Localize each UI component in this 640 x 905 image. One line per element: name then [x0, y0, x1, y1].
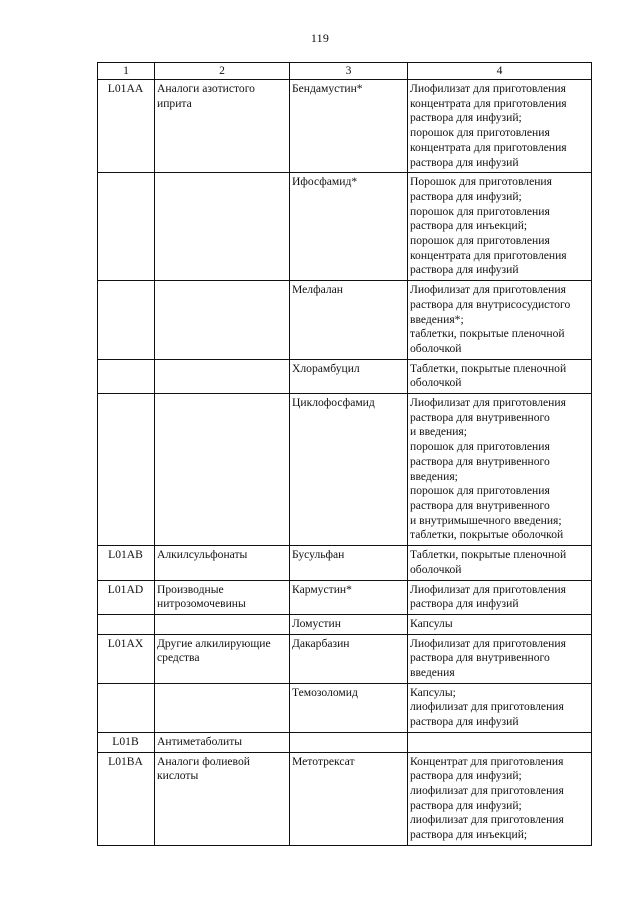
atc-code-cell: L01AA: [98, 80, 155, 173]
dosage-form-line: раствора для инфузий: [410, 597, 519, 611]
group-name-line: Антиметаболиты: [157, 734, 243, 748]
atc-code-cell: L01AX: [98, 634, 155, 683]
group-name-cell: [155, 732, 290, 752]
dosage-forms-cell: [408, 752, 592, 845]
dosage-form-line: Таблетки, покрытые пленочной: [410, 548, 567, 562]
table-row: [98, 580, 592, 614]
table-row: [98, 683, 592, 732]
group-name-cell: [155, 281, 290, 360]
dosage-form-line: введения;: [410, 469, 458, 483]
dosage-form-line: и введения;: [410, 425, 467, 439]
dosage-form-line: раствора для инфузий: [410, 155, 519, 169]
drug-name-cell: Хлорамбуцил: [290, 359, 408, 393]
atc-code-cell: L01BA: [98, 752, 155, 845]
dosage-form-line: концентрата для приготовления: [410, 248, 567, 262]
dosage-form-line: лиофилизат для приготовления: [410, 700, 564, 714]
dosage-form-line: порошок для приготовления: [410, 204, 550, 218]
dosage-forms-cell: [408, 394, 592, 546]
dosage-form-line: Таблетки, покрытые пленочной: [410, 361, 567, 375]
drug-name-cell: [290, 732, 408, 752]
dosage-forms-cell: [408, 580, 592, 614]
group-name-cell: [155, 359, 290, 393]
group-name-line: кислоты: [157, 769, 199, 783]
group-name-cell: [155, 394, 290, 546]
drug-name-cell: Ифосфамид*: [290, 173, 408, 281]
dosage-forms-cell: [408, 614, 592, 634]
group-name-line: иприта: [157, 96, 192, 110]
table-header-row: [98, 63, 592, 80]
dosage-form-line: раствора для инъекций;: [410, 828, 528, 842]
dosage-form-line: лиофилизат для приготовления: [410, 813, 564, 827]
table-row: [98, 394, 592, 546]
atc-code-cell: [98, 394, 155, 546]
dosage-form-line: Порошок для приготовления: [410, 175, 552, 189]
group-name-line: Аналоги азотистого: [157, 82, 255, 95]
dosage-form-line: раствора для внутривенного: [410, 410, 550, 424]
dosage-form-line: Лиофилизат для приготовления: [410, 636, 566, 650]
dosage-forms-cell: [408, 359, 592, 393]
dosage-forms-cell: [408, 634, 592, 683]
table-row: [98, 634, 592, 683]
group-name-cell: [155, 752, 290, 845]
table-row: [98, 546, 592, 580]
dosage-form-line: концентрата для приготовления: [410, 96, 567, 110]
table-row: [98, 173, 592, 281]
dosage-form-line: Лиофилизат для приготовления: [410, 82, 566, 95]
dosage-form-line: таблетки, покрытые оболочкой: [410, 528, 564, 542]
dosage-form-line: раствора для внутривенного: [410, 498, 550, 512]
table-row: [98, 281, 592, 360]
dosage-forms-cell: [408, 281, 592, 360]
column-number-4: 4: [408, 63, 592, 80]
dosage-form-line: порошок для приготовления: [410, 440, 550, 454]
atc-code-cell: L01AD: [98, 580, 155, 614]
group-name-line: Аналоги фолиевой: [157, 754, 250, 768]
group-name-cell: [155, 634, 290, 683]
dosage-form-line: раствора для внутривенного: [410, 651, 550, 665]
drug-name-cell: Бусульфан: [290, 546, 408, 580]
table-row: [98, 80, 592, 173]
page-number: 119: [310, 31, 330, 45]
column-number-1: 1: [98, 63, 155, 80]
group-name-line: Алкилсульфонаты: [157, 548, 248, 562]
dosage-form-line: порошок для приготовления: [410, 126, 550, 140]
drug-name-cell: Кармустин*: [290, 580, 408, 614]
dosage-form-line: Лиофилизат для приготовления: [410, 582, 566, 596]
dosage-forms-cell: [408, 80, 592, 173]
drug-name-cell: Циклофосфамид: [290, 394, 408, 546]
dosage-forms-cell: [408, 732, 592, 752]
dosage-form-line: и внутримышечного введения;: [410, 513, 562, 527]
table-row: [98, 359, 592, 393]
dosage-form-line: Концентрат для приготовления: [410, 754, 564, 768]
dosage-form-line: Лиофилизат для приготовления: [410, 283, 566, 297]
atc-code-cell: [98, 359, 155, 393]
atc-code-cell: [98, 173, 155, 281]
group-name-cell: [155, 580, 290, 614]
dosage-form-line: Капсулы;: [410, 685, 456, 699]
table-row: [98, 752, 592, 845]
dosage-form-line: концентрата для приготовления: [410, 140, 567, 154]
dosage-form-line: порошок для приготовления: [410, 484, 550, 498]
group-name-line: Другие алкилирующие: [157, 636, 271, 650]
atc-code-cell: [98, 614, 155, 634]
dosage-form-line: оболочкой: [410, 562, 462, 576]
drug-name-cell: Дакарбазин: [290, 634, 408, 683]
drug-name-cell: Ломустин: [290, 614, 408, 634]
atc-code-cell: L01AB: [98, 546, 155, 580]
dosage-form-line: введения: [410, 666, 455, 680]
group-name-line: нитрозомочевины: [157, 597, 246, 611]
dosage-form-line: раствора для инъекций;: [410, 219, 528, 233]
atc-code-cell: [98, 281, 155, 360]
dosage-form-line: Капсулы: [410, 616, 453, 630]
dosage-forms-cell: [408, 173, 592, 281]
drug-classification-table: [97, 62, 592, 846]
column-number-3: 3: [290, 63, 408, 80]
table-row: [98, 614, 592, 634]
group-name-line: Производные: [157, 582, 224, 596]
dosage-form-line: Лиофилизат для приготовления: [410, 396, 566, 410]
dosage-form-line: раствора для инфузий;: [410, 798, 522, 812]
dosage-form-line: раствора для инфузий: [410, 715, 519, 729]
dosage-forms-cell: [408, 683, 592, 732]
drug-name-cell: Бендамустин*: [290, 80, 408, 173]
dosage-form-line: порошок для приготовления: [410, 234, 550, 248]
table-row: [98, 732, 592, 752]
dosage-form-line: раствора для внутривенного: [410, 454, 550, 468]
dosage-form-line: оболочкой: [410, 341, 462, 355]
group-name-cell: [155, 173, 290, 281]
drug-name-cell: Метотрексат: [290, 752, 408, 845]
group-name-cell: [155, 546, 290, 580]
dosage-form-line: раствора для внутрисосудистого: [410, 297, 571, 311]
dosage-form-line: раствора для инфузий: [410, 263, 519, 277]
dosage-form-line: раствора для инфузий;: [410, 769, 522, 783]
group-name-cell: [155, 614, 290, 634]
atc-code-cell: L01B: [98, 732, 155, 752]
dosage-form-line: раствора для инфузий;: [410, 189, 522, 203]
dosage-forms-cell: [408, 546, 592, 580]
drug-name-cell: Мелфалан: [290, 281, 408, 360]
group-name-cell: [155, 80, 290, 173]
dosage-form-line: таблетки, покрытые пленочной: [410, 327, 565, 341]
group-name-line: средства: [157, 651, 200, 665]
dosage-form-line: введения*;: [410, 312, 464, 326]
table-body: [98, 63, 592, 846]
dosage-form-line: оболочкой: [410, 376, 462, 390]
group-name-cell: [155, 683, 290, 732]
drug-name-cell: Темозоломид: [290, 683, 408, 732]
dosage-form-line: раствора для инфузий;: [410, 111, 522, 125]
atc-code-cell: [98, 683, 155, 732]
column-number-2: 2: [155, 63, 290, 80]
dosage-form-line: лиофилизат для приготовления: [410, 783, 564, 797]
